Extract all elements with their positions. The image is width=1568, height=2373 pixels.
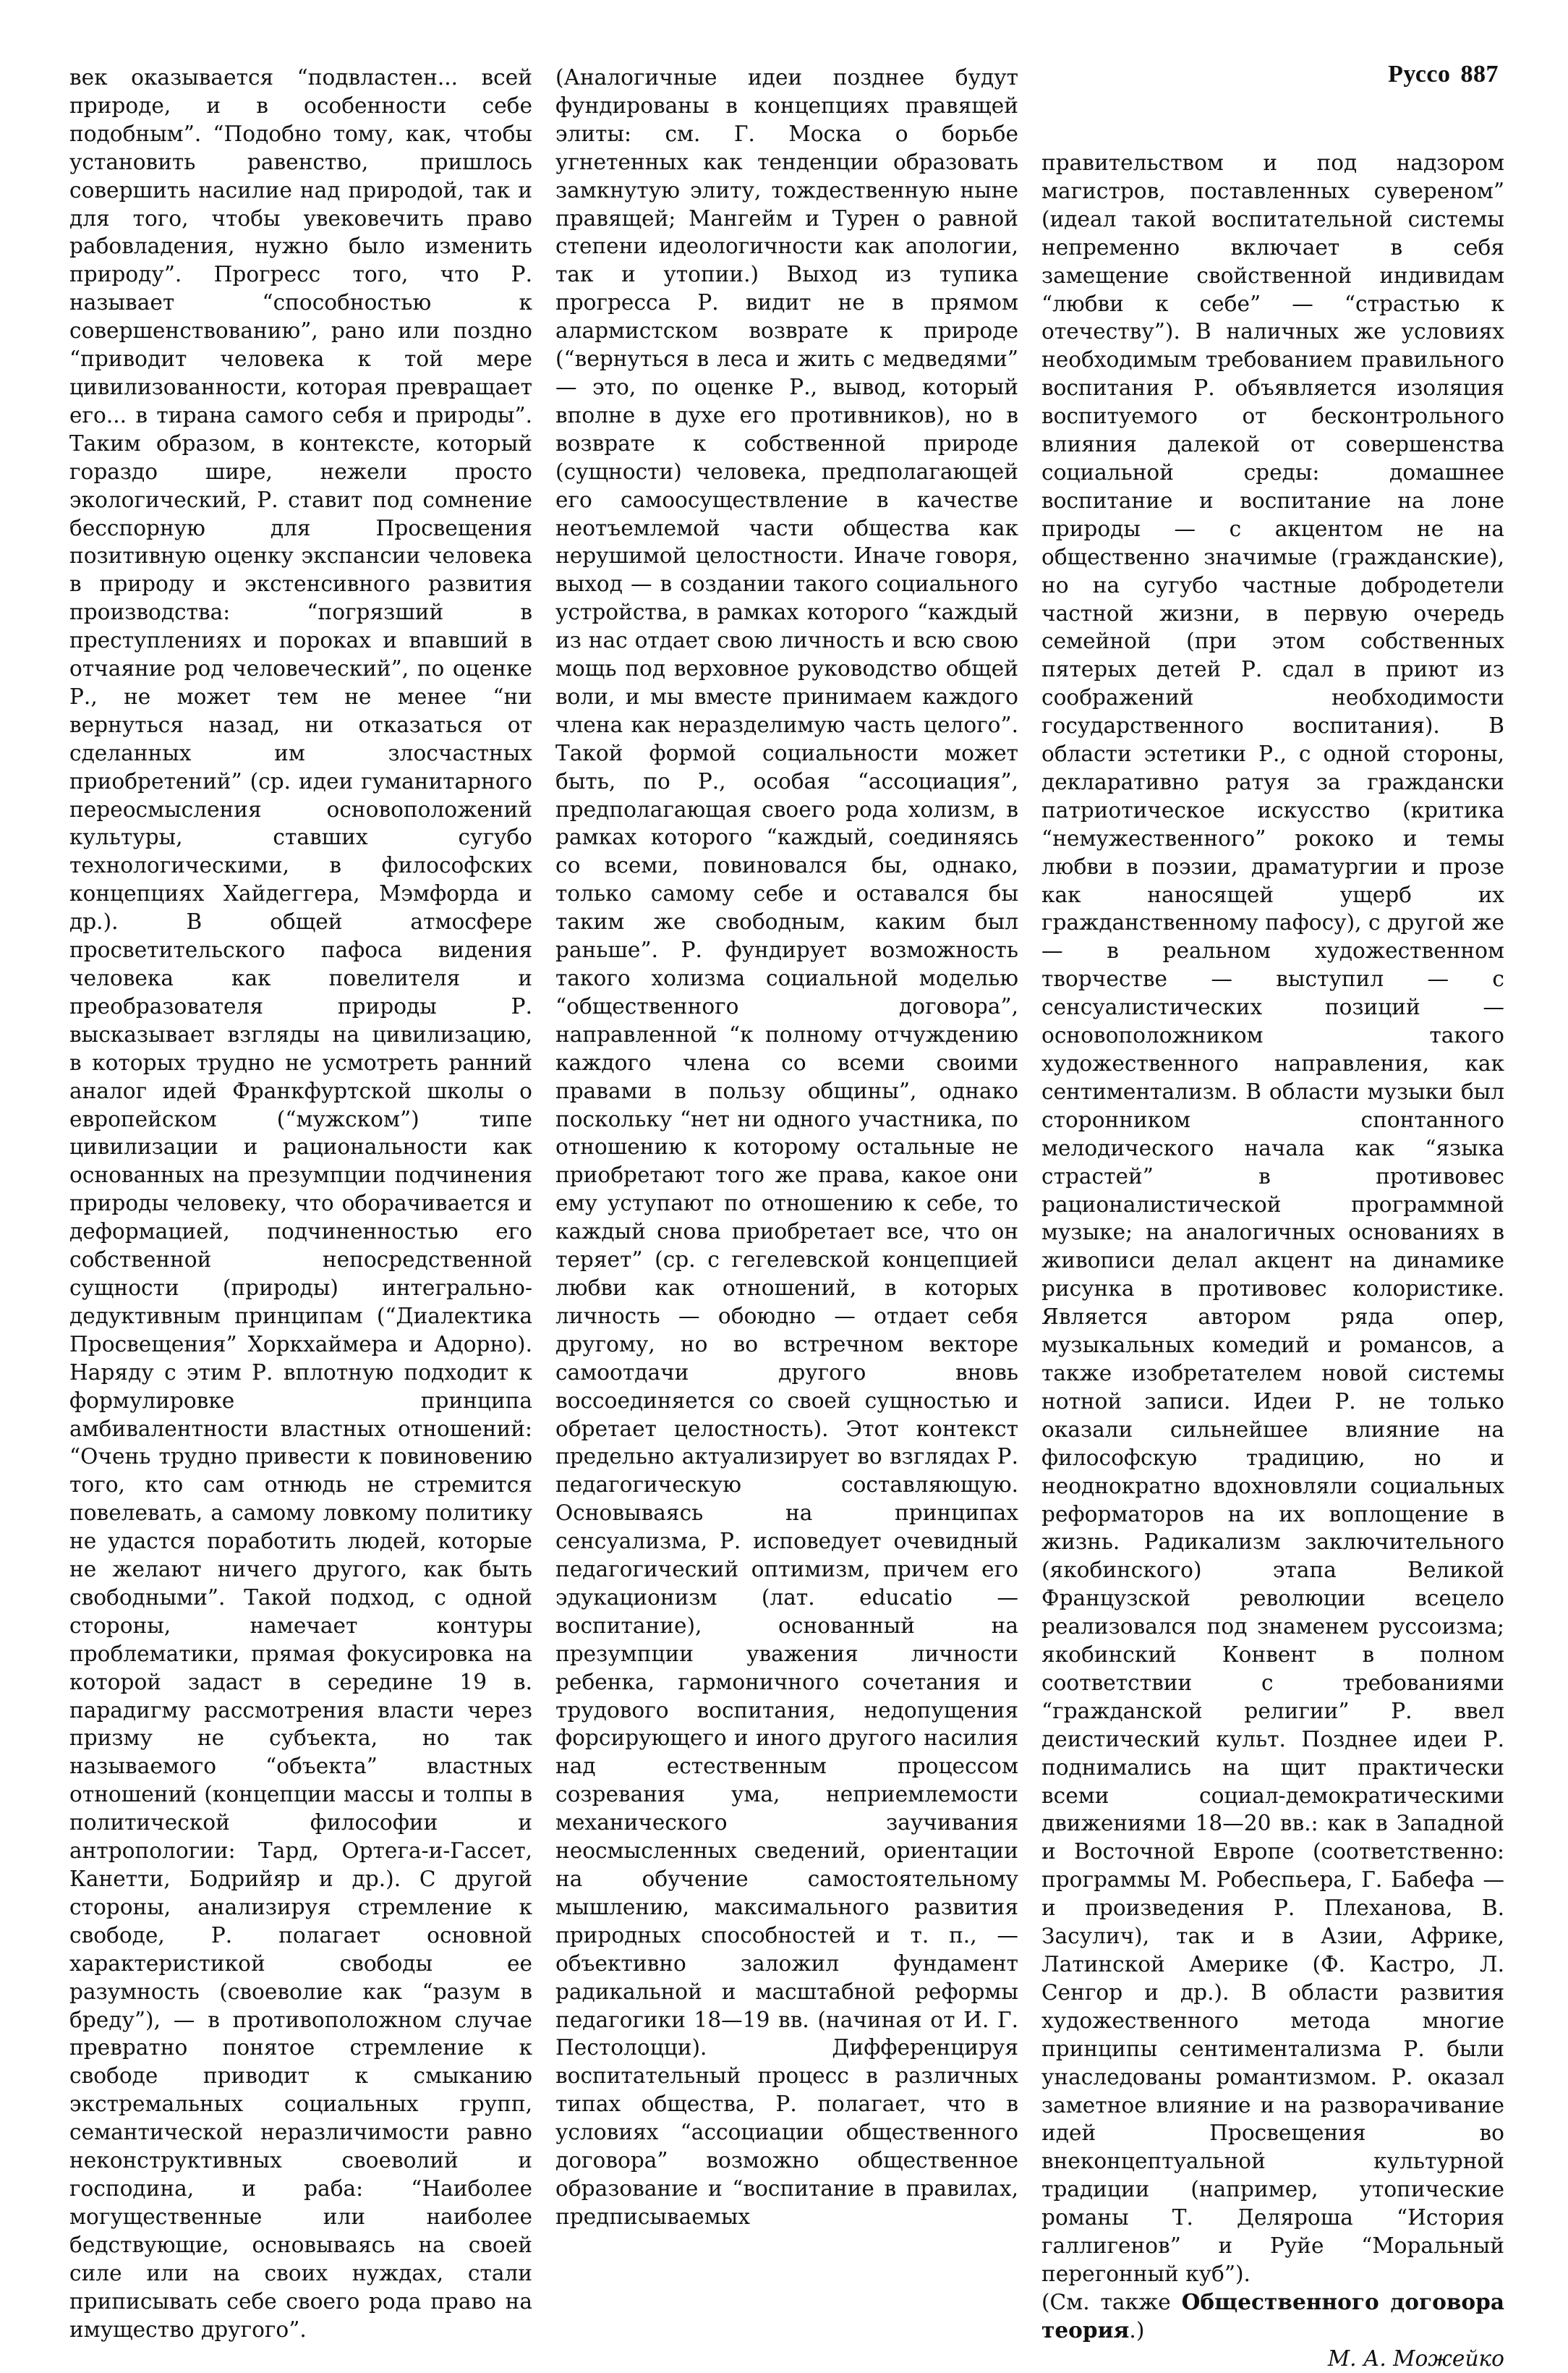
see-also-note [1041,2288,1504,2345]
column-2-text: (Аналогичные идеи позднее будут фундированы в концепциях правящей элиты: см. Г. Моска о борьбе угнетенных как тенденции образовать замкнутую элиту, тождественную ныне правящей; Мангейм и Турен о равной степени идеологичности как апологии, так и утопии.) Выход из тупика прогресса Р. видит не в прямом алармистском возврате к природе (“вернуться в леса и жить с медведями” — это, по оценке Р., вывод, который вполне в духе его противников), но в возврате к собственной природе (сущности) человека, предполагающей его самоосуществление в качестве неотъемлемой части общества как нерушимой целостности. Иначе говоря, выход — в создании такого социального устройства, в рамках которого “каждый из нас отдает свою личность и всю свою мощь под верховное руководство общей воли, и мы вместе принимаем каждого члена как неразделимую часть целого”. Такой формой социальности может быть, по Р., особая “ассоциация”, предполагающая своего рода холизм, в рамках которого “каждый, соединяясь со всеми, повиновался бы, однако, только самому себе и оставался бы таким же свободным, каким был раньше”. Р. фундирует возможность такого холизма социальной моделью “общественного договора”, направленной “к полному отчуждению каждого члена со всеми своими правами в пользу общины”, однако поскольку “нет ни одного участника, по отношению к которому остальные не приобретают того же права, какое они ему уступают по отношению к себе, то каждый снова приобретает все, что он теряет” (ср. с гегелевской концепцией любви как отношений, в которых личность — обоюдно — отдает себя другому, но во встречном векторе самоотдачи другого вновь воссоединяется со своей сущностью и обретает целостность). Этот контекст предельно актуализирует во взглядах Р. педагогическую составляющую. Основываясь на принципах сенсуализма, Р. исповедует очевидный педагогический оптимизм, причем его эдукационизм (лат. educatio — воспитание), основанный на презумпции уважения личности ребенка, гармоничного сочетания и трудового воспитания, недопущения форсирующего и иного другого насилия над естественным процессом созревания ума, неприемлемости механического заучивания неосмысленных сведений, ориентации на обучение самостоятельному мышлению, максимального развития природных способностей и т. п., — объективно заложил фундамент радикальной и масштабной реформы педагогики 18—19 вв. (начиная от И. Г. Пестолоцци). Дифференцируя воспитательный процесс в различных типах общества, Р. полагает, что в условиях “ассоциации общественного договора” возможно общественное образование и “воспитание в правилах, предписываемых [555,65,1018,2229]
text-column-2 [555,64,1018,2231]
text-column-1 [69,64,532,2343]
column-1-text: век оказывается “подвластен... всей природе, и в особенности себе подобным”. “Подобно тому, как, чтобы установить равенство, пришлось совершить насилие над природой, так и для того, чтобы увековечить право рабовладения, нужно было изменить природу”. Прогресс того, что Р. называет “способностью к совершенствованию”, рано или поздно “приводит человека к той мере цивилизованности, которая превращает его... в тирана самого себя и природы”. Таким образом, в контексте, который гораздо шире, нежели просто экологический, Р. ставит под сомнение бесспорную для Просвещения позитивную оценку экспансии человека в природу и экстенсивного развития производства: “погрязший в преступлениях и пороках и впавший в отчаяние род человеческий”, по оценке Р., не может тем не менее “ни вернуться назад, ни отказаться от сделанных им злосчастных приобретений” (ср. идеи гуманитарного переосмысления основоположений культуры, ставших сугубо технологическими, в философских концепциях Хайдеггера, Мэмфорда и др.). В общей атмосфере просветительского пафоса видения человека как повелителя и преобразователя природы Р. высказывает взгляды на цивилизацию, в которых трудно не усмотреть ранний аналог идей Франкфуртской школы о европейском (“мужском”) типе цивилизации и рациональности как основанных на презумпции подчинения природы человеку, что оборачивается и деформацией, подчиненностью его собственной непосредственной сущности (природы) интегрально-дедуктивным принципам (“Диалектика Просвещения” Хоркхаймера и Адорно). Наряду с этим Р. вплотную подходит к формулировке принципа амбивалентности властных отношений: “Очень трудно привести к повиновению того, кто сам отнюдь не стремится повелевать, а самому ловкому политику не удастся поработить людей, которые не желают ничего другого, как быть свободными”. Такой подход, с одной стороны, намечает контуры проблематики, прямая фокусировка на которой задаст в середине 19 в. парадигму рассмотрения власти через призму не субъекта, но так называемого “объекта” властных отношений (концепции массы и толпы в политической философии и антропологии: Тард, Ортега-и-Гассет, Канетти, Бодрийяр и др.). С другой стороны, анализируя стремление к свободе, Р. полагает основной характеристикой свободы ее разумность (своеволие как “разум в бреду”), — в противоположном случае превратно понятое стремление к свободе приводит к смыканию экстремальных социальных групп, семантической неразличимости равно неконструктивных своеволий и господина, и раба: “Наиболее могущественные или наиболее бедствующие, основываясь на своей силе или на своих нуждах, стали приписывать себе своего рода право на имущество другого”. [69,65,532,2342]
text-column-3 [1041,149,1504,2373]
see-also-prefix: (См. также [1041,2289,1182,2314]
see-also-link[interactable]: Общественного договора теория [1041,2288,1504,2343]
page-number: 887 [1460,61,1499,88]
column-3-text: правительством и под надзором магистров, поставленных сувереном” (идеал такой воспитательной системы непременно включает в себя замещение свойственной индивидам “любви к себе” — “страстью к отечеству”). В наличных же условиях необходимым требованием правильного воспитания Р. объявляется изоляция воспитуемого от бесконтрольного влияния далекой от совершенства социальной среды: домашнее воспитание и воспитание на лоне природы — с акцентом не на общественно значимые (гражданские), но на сугубо частные добродетели частной жизни, в первую очередь семейной (при этом собственных пятерых детей Р. сдал в приют из соображений необходимости государственного воспитания). В области эстетики Р., с одной стороны, декларативно ратуя за граждански патриотическое искусство (критика “немужественного” рококо и темы любви в поэзии, драматургии и прозе как наносящей ущерб их гражданственному пафосу), с другой же — в реальном художественном творчестве — выступил — с сенсуалистических позиций — основоположником такого художественного направления, как сентиментализм. В области музыки был сторонником спонтанного мелодического начала как “языка страстей” в противовес рационалистической программной музыке; на аналогичных основаниях в живописи делал акцент на динамике рисунка в противовес колористике. Является автором ряда опер, музыкальных комедий и романсов, а также изобретателем новой системы нотной записи. Идеи Р. не только оказали сильнейшее влияние на философскую традицию, но и неоднократно вдохновляли социальных реформаторов на их воплощение в жизнь. Радикализм заключительного (якобинского) этапа Великой Французской революции всецело реализовался под знаменем руссоизма; якобинский Конвент в полном соответствии с требованиями “гражданской религии” Р. ввел деистический культ. Позднее идеи Р. поднимались на щит практически всеми социал-демократическими движениями 18—20 вв.: как в Западной и Восточной Европе (соответственно: программы М. Робеспьера, Г. Бабефа — и произведения Р. Плеханова, В. Засулич), так и в Азии, Африке, Латинской Америке (Ф. Кастро, Л. Сенгор и др.). В области развития художественного метода многие принципы сентиментализма Р. были унаследованы романтизмом. Р. оказал заметное влияние и на разворачивание идей Просвещения во внеконцептуальной культурной традиции (например, утопические романы Т. Деляроша “История галлигенов” и Руйе “Моральный перегонный куб”). [1041,150,1504,2286]
running-head [1388,61,1499,88]
author-signature: М. А. Можейко [1327,2346,1504,2371]
see-also-suffix: .) [1129,2317,1145,2343]
running-title: Руссо [1388,61,1451,88]
